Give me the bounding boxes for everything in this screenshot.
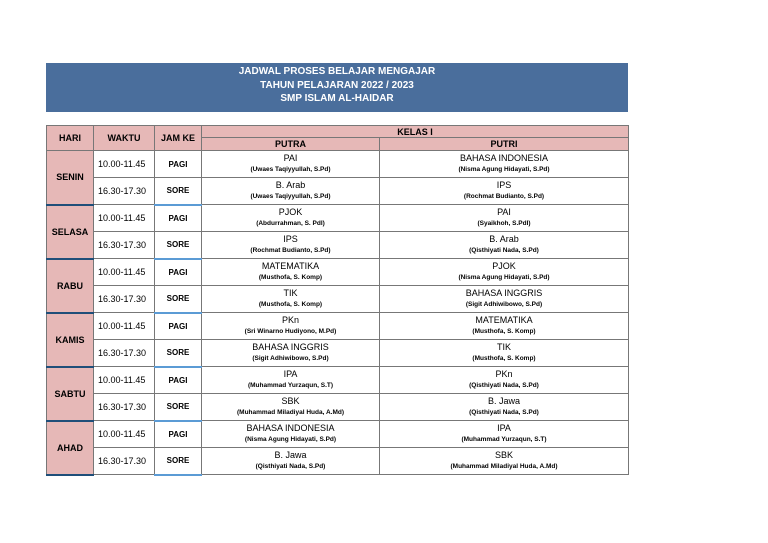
teacher-name: (Musthofa, S. Komp) [472, 355, 536, 363]
subject-name: TIK [283, 288, 298, 299]
putra-subject-cell [202, 367, 380, 394]
day-cell: SABTU [47, 367, 94, 421]
subject-name: SBK [495, 450, 514, 461]
putri-subject-cell [380, 448, 629, 475]
day-cell: SELASA [47, 205, 94, 259]
day-cell: KAMIS [47, 313, 94, 367]
time-cell: 16.30-17.30 [94, 394, 155, 421]
putri-subject-cell [380, 178, 629, 205]
putra-subject-cell [202, 259, 380, 286]
time-cell: 16.30-17.30 [94, 232, 155, 259]
session-cell: SORE [155, 178, 202, 205]
teacher-name: (Musthofa, S. Komp) [258, 274, 323, 282]
title-line-3: SMP ISLAM AL-HAIDAR [280, 93, 394, 104]
subject-name: PJOK [492, 261, 516, 272]
putri-subject-cell [380, 259, 629, 286]
teacher-name: (Musthofa, S. Komp) [472, 328, 536, 336]
subject-name: PKn [281, 315, 299, 326]
putri-subject-cell [380, 232, 629, 259]
putra-subject-cell [202, 340, 380, 367]
putra-subject-cell [202, 421, 380, 448]
teacher-name: (Syaikhoh, S.PdI) [477, 220, 531, 228]
session-cell: PAGI [155, 367, 202, 394]
teacher-name: (Sigit Adhiwibowo, S.Pd) [252, 355, 329, 363]
subject-name: BAHASA INDONESIA [459, 153, 549, 164]
table-row [47, 448, 629, 475]
session-cell: SORE [155, 286, 202, 313]
subject-name: BAHASA INGGRIS [252, 342, 329, 353]
subject-name: IPA [497, 423, 511, 434]
time-cell: 10.00-11.45 [94, 259, 155, 286]
putri-subject-cell [380, 421, 629, 448]
table-row [47, 232, 629, 259]
subject-name: PJOK [278, 207, 303, 218]
teacher-name: (Abdurrahman, S. Pdl) [256, 220, 325, 228]
teacher-name: (Qisthiyati Nada, S.Pd) [469, 409, 539, 417]
putri-subject-cell [380, 151, 629, 178]
subject-name: BAHASA INGGRIS [465, 288, 543, 299]
teacher-name: (Uwaes Taqiyyullah, S.Pd) [250, 193, 331, 201]
header-waktu: WAKTU [94, 126, 155, 151]
day-cell: RABU [47, 259, 94, 313]
teacher-name: (Nisma Agung Hidayati, S.Pd) [244, 436, 337, 444]
session-cell: PAGI [155, 313, 202, 340]
session-cell: PAGI [155, 205, 202, 232]
header-putri: PUTRI [380, 138, 629, 151]
subject-name: SBK [281, 396, 300, 407]
table-row [47, 340, 629, 367]
table-row [47, 205, 629, 232]
table-row [47, 151, 629, 178]
subject-name: PKn [495, 369, 513, 380]
teacher-name: (Qisthiyati Nada, S.Pd) [469, 247, 539, 255]
subject-name: BAHASA INDONESIA [246, 423, 335, 434]
time-cell: 10.00-11.45 [94, 205, 155, 232]
putra-subject-cell [202, 394, 380, 421]
teacher-name: (Sigit Adhiwibowo, S.Pd) [465, 301, 543, 309]
time-cell: 10.00-11.45 [94, 421, 155, 448]
schedule-title-banner [46, 63, 628, 112]
session-cell: SORE [155, 394, 202, 421]
session-cell: PAGI [155, 259, 202, 286]
subject-name: TIK [497, 342, 512, 353]
table-row [47, 286, 629, 313]
subject-name: MATEMATIKA [475, 315, 533, 326]
header-hari: HARI [47, 126, 94, 151]
subject-name: IPA [283, 369, 298, 380]
teacher-name: (Musthofa, S. Komp) [258, 301, 323, 309]
time-cell: 16.30-17.30 [94, 340, 155, 367]
putri-subject-cell [380, 394, 629, 421]
subject-name: PAI [283, 153, 298, 164]
time-cell: 10.00-11.45 [94, 313, 155, 340]
subject-name: B. Jawa [488, 396, 521, 407]
putra-subject-cell [202, 178, 380, 205]
subject-name: IPS [283, 234, 298, 245]
header-jam-ke: JAM KE [155, 126, 202, 151]
putra-subject-cell [202, 313, 380, 340]
table-row [47, 367, 629, 394]
header-putra: PUTRA [202, 138, 380, 151]
putra-subject-cell [202, 448, 380, 475]
table-row [47, 421, 629, 448]
subject-name: PAI [497, 207, 511, 218]
putri-subject-cell [380, 340, 629, 367]
day-cell: AHAD [47, 421, 94, 475]
teacher-name: (Rochmat Budianto, S.Pd) [250, 247, 331, 255]
putri-subject-cell [380, 313, 629, 340]
teacher-name: (Muhammad Miladiyal Huda, A.Md) [450, 463, 558, 471]
table-row [47, 394, 629, 421]
time-cell: 10.00-11.45 [94, 151, 155, 178]
subject-name: B. Jawa [274, 450, 307, 461]
time-cell: 16.30-17.30 [94, 178, 155, 205]
teacher-name: (Qisthiyati Nada, S.Pd) [255, 463, 326, 471]
putra-subject-cell [202, 286, 380, 313]
teacher-name: (Muhammad Miladiyal Huda, A.Md) [236, 409, 344, 417]
putri-subject-cell [380, 367, 629, 394]
teacher-name: (Uwaes Taqiyyullah, S.Pd) [250, 166, 331, 174]
time-cell: 16.30-17.30 [94, 448, 155, 475]
schedule-table [46, 125, 629, 476]
putra-subject-cell [202, 232, 380, 259]
time-cell: 16.30-17.30 [94, 286, 155, 313]
putri-subject-cell [380, 205, 629, 232]
subject-name: MATEMATIKA [261, 261, 320, 272]
teacher-name: (Muhammad Yurzaqun, S.T) [461, 436, 547, 444]
teacher-name: (Muhammad Yurzaqun, S.T) [247, 382, 334, 390]
subject-name: B. Arab [489, 234, 519, 245]
teacher-name: (Nisma Agung Hidayati, S.Pd) [458, 166, 550, 174]
teacher-name: (Rochmat Budianto, S.Pd) [463, 193, 545, 201]
session-cell: PAGI [155, 421, 202, 448]
header-kelas: KELAS I [202, 126, 629, 138]
putra-subject-cell [202, 205, 380, 232]
table-row [47, 178, 629, 205]
title-line-1: JADWAL PROSES BELAJAR MENGAJAR [238, 66, 436, 77]
teacher-name: (Qisthiyati Nada, S.Pd) [469, 382, 539, 390]
session-cell: SORE [155, 232, 202, 259]
table-row [47, 259, 629, 286]
session-cell: SORE [155, 448, 202, 475]
time-cell: 10.00-11.45 [94, 367, 155, 394]
putra-subject-cell [202, 151, 380, 178]
session-cell: PAGI [155, 151, 202, 178]
table-row [47, 313, 629, 340]
putri-subject-cell [380, 286, 629, 313]
title-line-2: TAHUN PELAJARAN 2022 / 2023 [260, 79, 414, 91]
subject-name: IPS [496, 180, 512, 191]
day-cell: SENIN [47, 151, 94, 205]
teacher-name: (Nisma Agung Hidayati, S.Pd) [458, 274, 550, 282]
subject-name: B. Arab [275, 180, 306, 191]
schedule-body [47, 151, 629, 475]
session-cell: SORE [155, 340, 202, 367]
teacher-name: (Sri Winarno Hudiyono, M.Pd) [244, 328, 337, 336]
